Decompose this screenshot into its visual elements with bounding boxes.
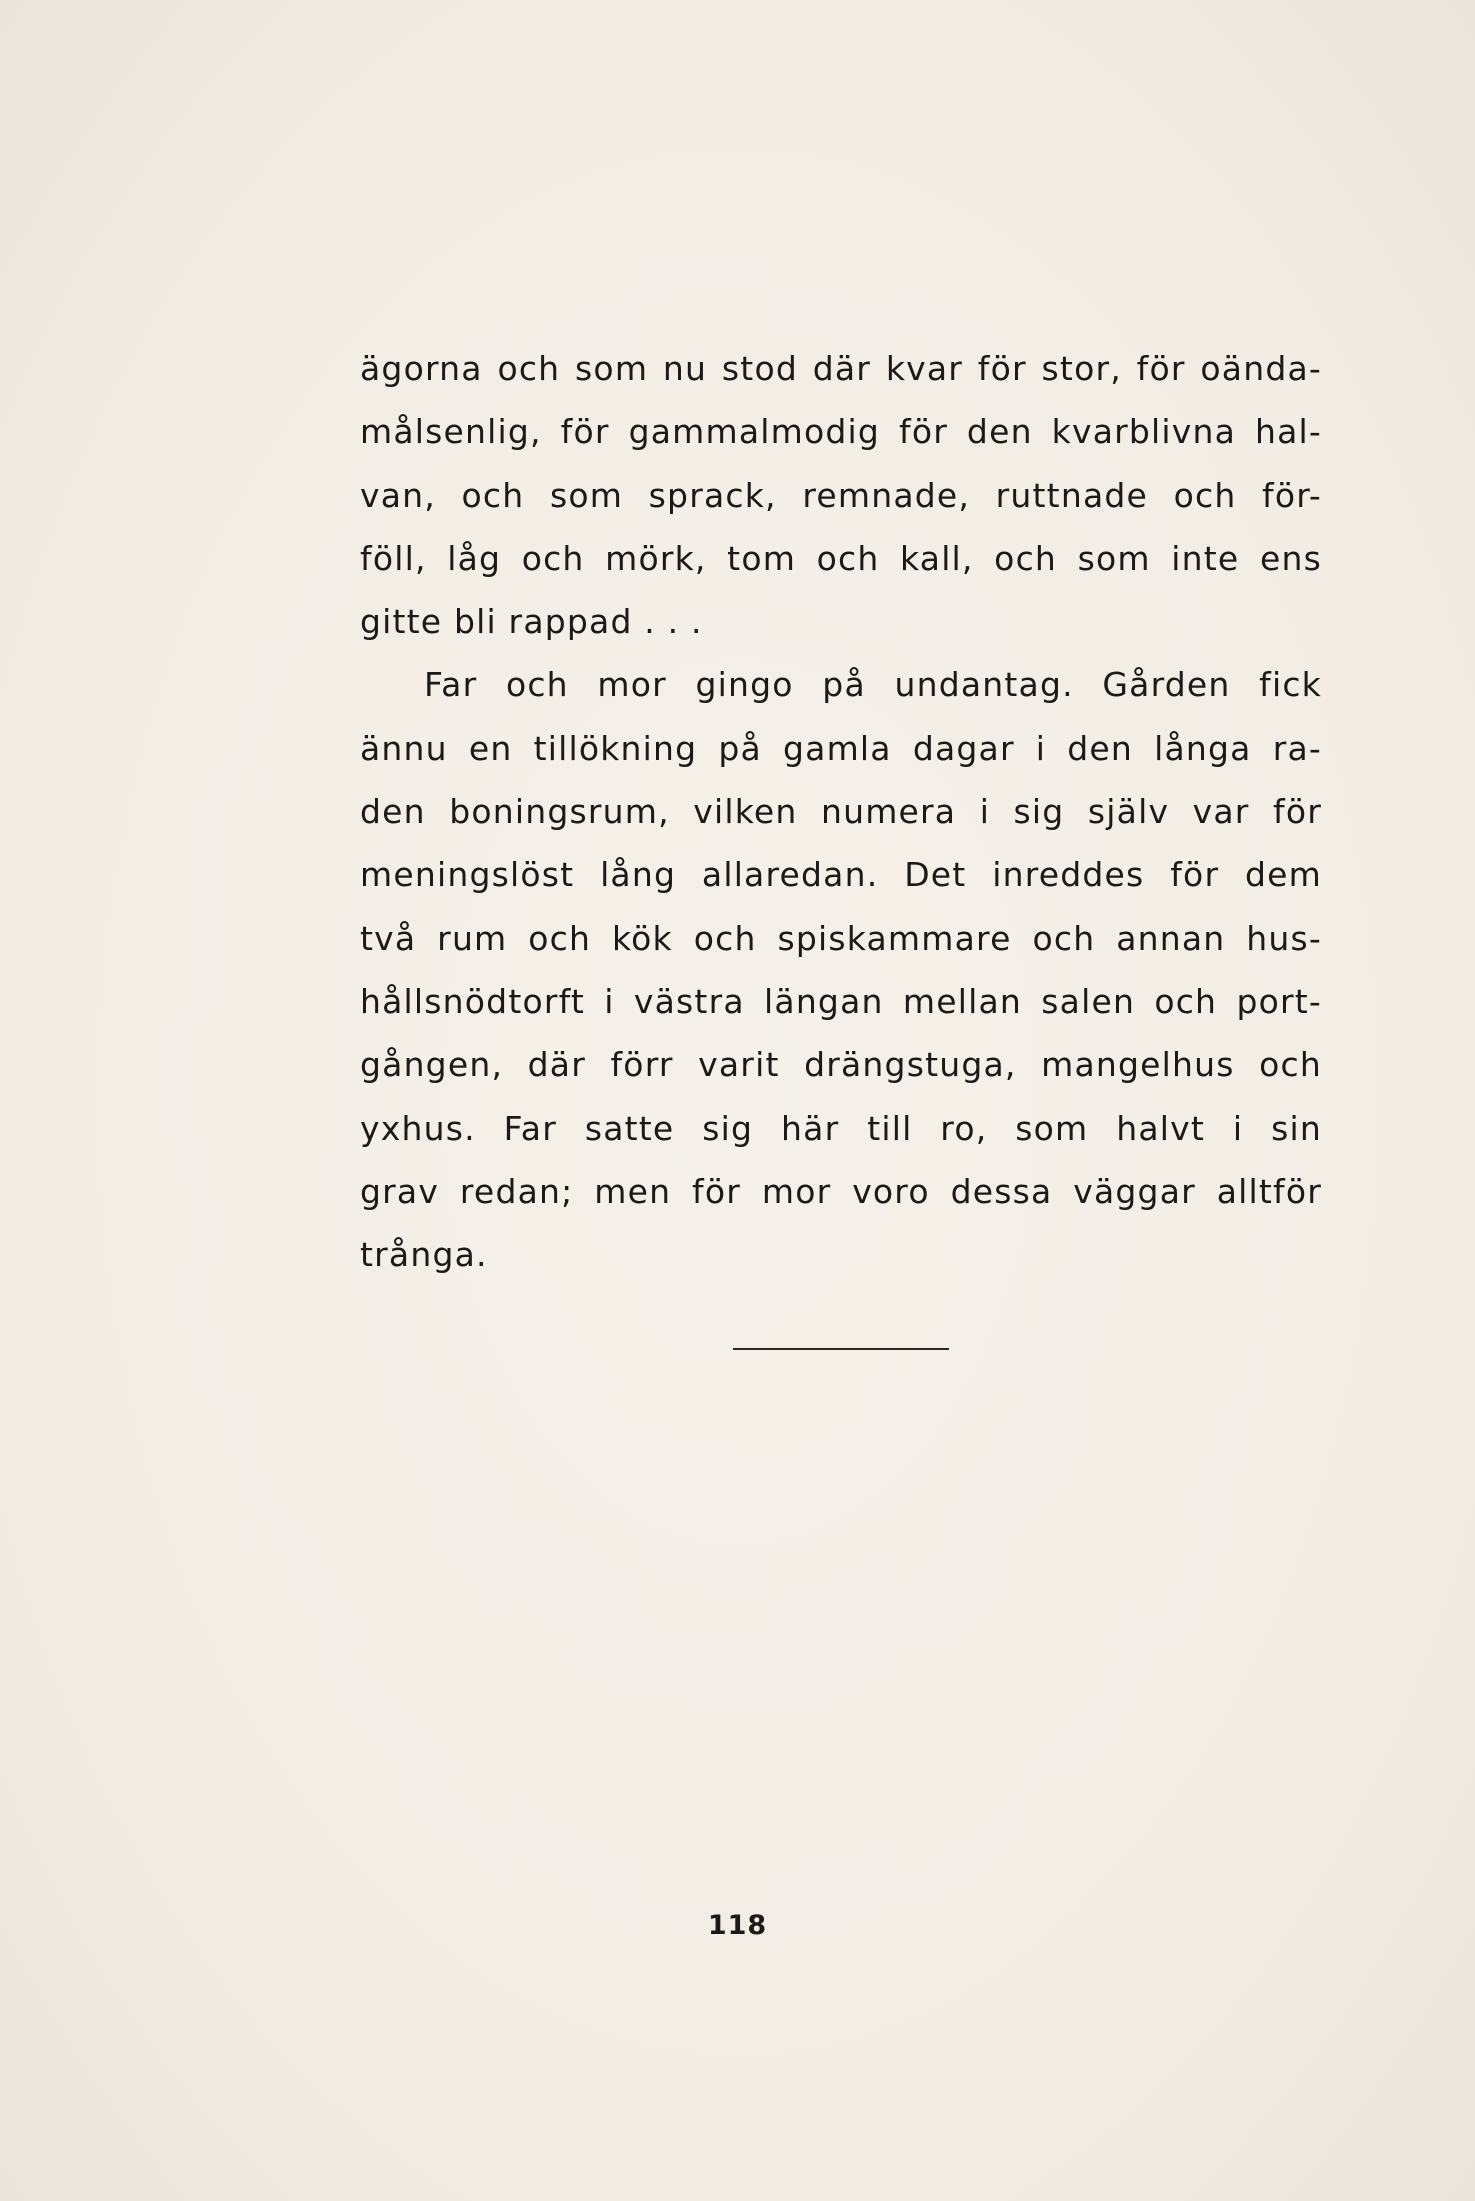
text-line: meningslöst lång allaredan. Det inreddes för dem	[360, 855, 1322, 895]
text-line: yxhus. Far satte sig här till ro, som halvt i sin	[360, 1108, 1322, 1148]
text-line: den boningsrum, vilken numera i sig själv var för	[360, 792, 1322, 832]
text-line: gången, där förr varit drängstuga, mangelhus och	[360, 1045, 1322, 1085]
text-line: två rum och kök och spiskammare och annan hus-	[360, 918, 1322, 958]
text-line: hållsnödtorft i västra längan mellan salen och port-	[360, 981, 1322, 1021]
text-line: ännu en tillökning på gamla dagar i den långa ra-	[360, 728, 1322, 768]
text-line: grav redan; men för mor voro dessa väggar alltför	[360, 1171, 1322, 1211]
body-text	[360, 337, 1322, 1286]
text-line: Far och mor gingo på undantag. Gården fick	[424, 665, 1322, 705]
text-line: gitte bli rappad . . .	[360, 602, 703, 642]
text-line: van, och som sprack, remnade, ruttnade och för-	[360, 475, 1322, 515]
section-divider	[733, 1348, 949, 1350]
text-line: trånga.	[360, 1235, 488, 1275]
page-number: 118	[707, 1910, 768, 1941]
text-line: ägorna och som nu stod där kvar för stor, för oända-	[360, 349, 1322, 388]
text-line: föll, låg och mörk, tom och kall, och som inte ens	[360, 538, 1322, 578]
text-line: målsenlig, för gammalmodig för den kvarblivna hal-	[360, 412, 1322, 452]
